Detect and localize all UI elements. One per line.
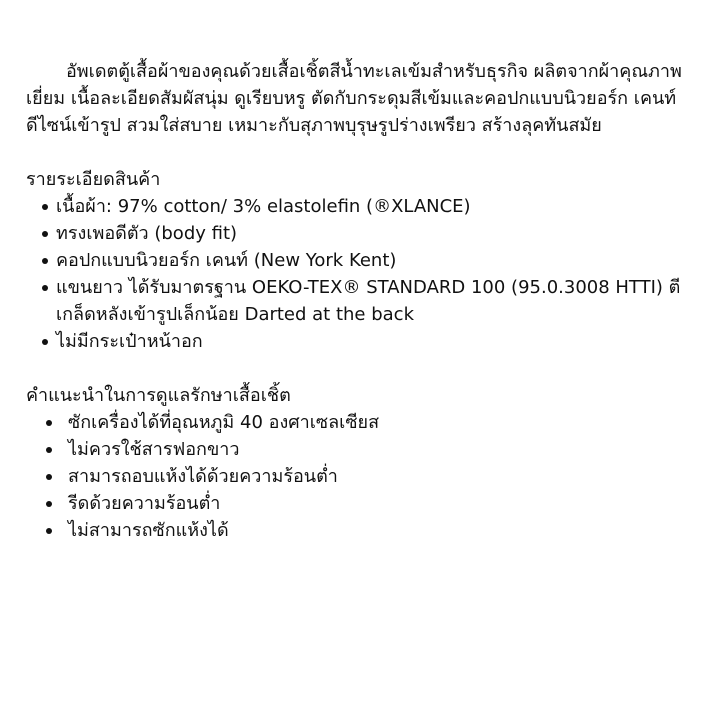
details-heading: รายระเอียดสินค้า <box>26 169 161 190</box>
care-list-item: ไม่ควรใช้สารฟอกขาว <box>26 436 698 463</box>
details-list-item: เนื้อผ้า: 97% cotton/ 3% elastolefin (®XLANCE) <box>26 193 698 220</box>
details-list-item: ไม่มีกระเป๋าหน้าอก <box>26 328 698 355</box>
details-list-item: คอปกแบบนิวยอร์ก เคนท์ (New York Kent) <box>26 247 698 274</box>
details-list <box>26 193 698 355</box>
details-list-item: แขนยาว ได้รับมาตรฐาน OEKO-TEX® STANDARD 100 (95.0.3008 HTTI) ตีเกล็ดหลังเข้ารูปเล็กน้อย Darted at the back <box>26 274 698 328</box>
product-description <box>26 58 698 544</box>
care-list-item: รีดด้วยความร้อนต่ำ <box>26 490 698 517</box>
care-list <box>26 409 698 544</box>
care-list-item: ซักเครื่องได้ที่อุณหภูมิ 40 องศาเซลเซียส <box>26 409 698 436</box>
intro-paragraph: อัพเดตตู้เสื้อผ้าของคุณด้วยเสื้อเชิ้ตสีน้ำทะเลเข้มสำหรับธุรกิจ ผลิตจากผ้าคุณภาพเยี่ยม เนื้อละเอียดสัมผัสนุ่ม ดูเรียบหรู ตัดกับกระดุมสีเข้มและคอปกแบบนิวยอร์ก เคนท์ ดีไซน์เข้ารูป สวมใส่สบาย เหมาะกับสุภาพบุรุษรูปร่างเพรียว สร้างลุคทันสมัย <box>26 61 682 136</box>
details-list-item: ทรงเพอดีตัว (body fit) <box>26 220 698 247</box>
care-list-item: สามารถอบแห้งได้ด้วยความร้อนต่ำ <box>26 463 698 490</box>
care-heading: คำแนะนำในการดูแลรักษาเสื้อเชิ้ต <box>26 385 291 406</box>
care-list-item: ไม่สามารถซักแห้งได้ <box>26 517 698 544</box>
